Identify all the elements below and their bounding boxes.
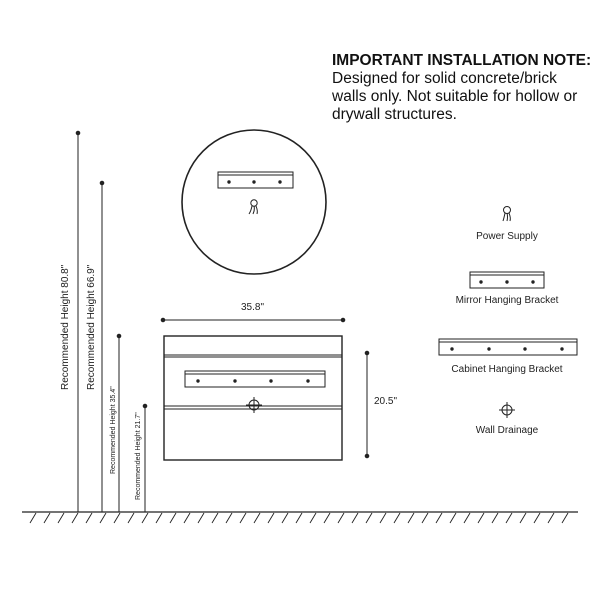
floor xyxy=(22,512,578,523)
height-line-80-8 xyxy=(76,131,80,512)
height-dimension-line xyxy=(365,351,369,458)
height-label-35-4: Recommended Height 35.4" xyxy=(110,386,117,474)
power-supply-icon xyxy=(249,200,257,214)
legend-cabinet-bracket-icon xyxy=(439,339,577,355)
height-label-21-7: Recommended Height 21.7" xyxy=(135,412,142,500)
height-label-80-8: Recommended Height 80.8" xyxy=(60,264,71,390)
width-dimension-label: 35.8" xyxy=(241,302,265,313)
height-line-21-7 xyxy=(143,404,147,512)
note-heading: IMPORTANT INSTALLATION NOTE: xyxy=(332,52,592,69)
height-dimension-label: 20.5" xyxy=(374,396,398,407)
round-mirror xyxy=(182,130,326,274)
legend-mirror-bracket-label: Mirror Hanging Bracket xyxy=(455,295,559,306)
legend-drainage-crosshair-icon xyxy=(499,402,515,418)
legend-outlet-icon xyxy=(503,207,511,222)
width-dimension-line xyxy=(161,318,345,322)
installation-note xyxy=(332,52,594,124)
height-line-35-4 xyxy=(117,334,121,512)
cabinet-bracket-icon xyxy=(185,371,325,387)
legend-mirror-bracket-icon xyxy=(470,272,544,288)
legend-wall-drainage-label: Wall Drainage xyxy=(475,425,539,436)
wall-drainage-icon xyxy=(246,397,262,413)
mirror-bracket-icon xyxy=(218,172,293,188)
vanity-cabinet xyxy=(164,336,342,460)
legend-cabinet-bracket-label: Cabinet Hanging Bracket xyxy=(451,364,563,375)
legend-power-supply-label: Power Supply xyxy=(476,231,538,242)
height-label-66-9: Recommended Height 66.9" xyxy=(86,264,97,390)
note-body: Designed for solid concrete/brick walls only. Not suitable for hollow or drywall structures. xyxy=(332,70,578,123)
height-line-66-9 xyxy=(100,181,104,512)
